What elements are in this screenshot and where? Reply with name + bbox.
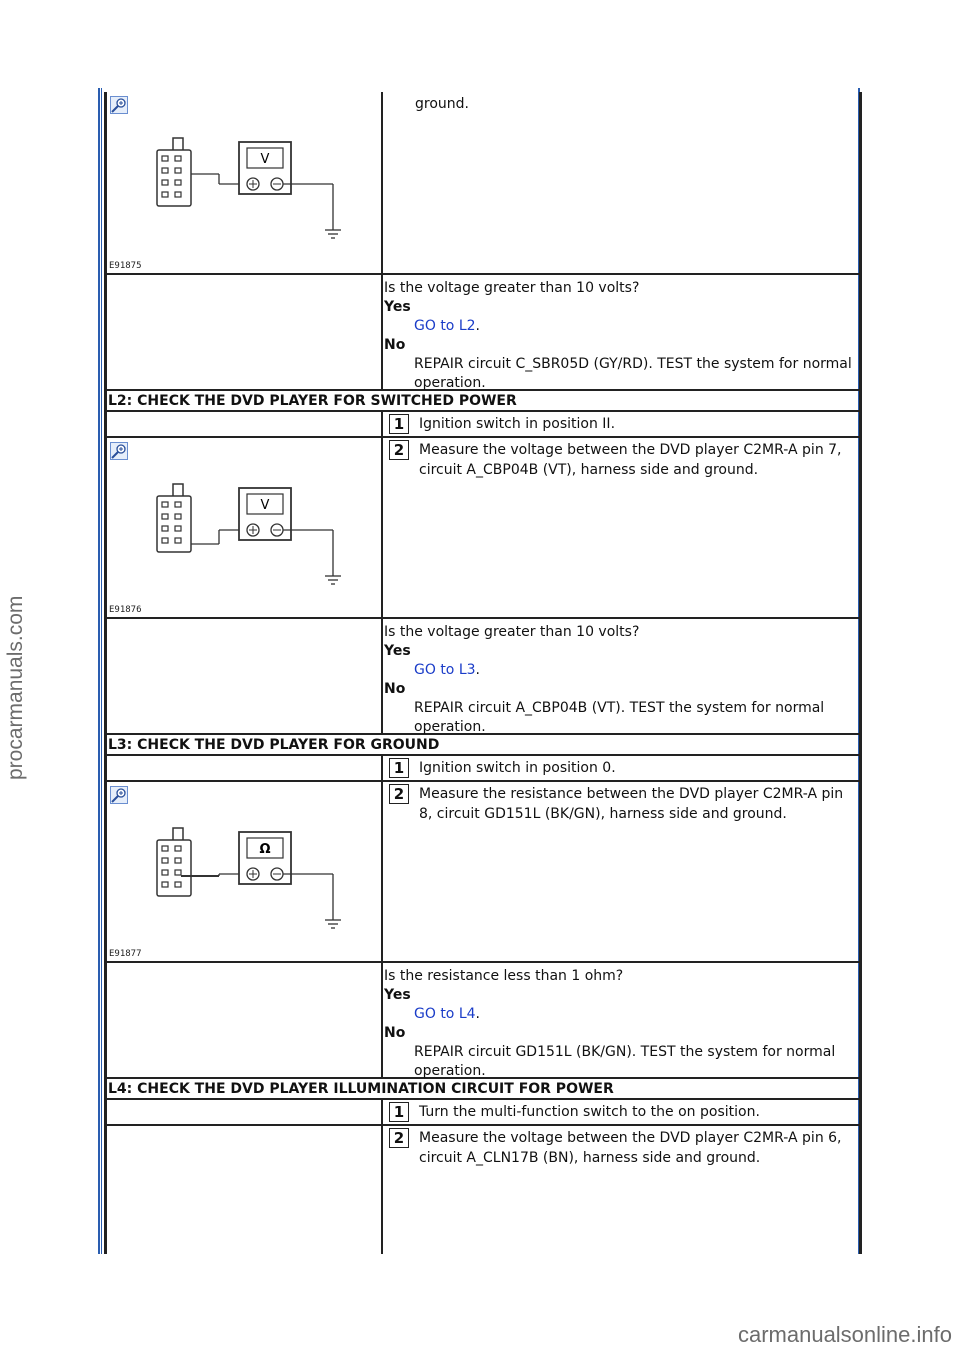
step-cell <box>383 92 859 273</box>
yes-label: Yes <box>384 987 411 1003</box>
step-number: 2 <box>389 440 409 460</box>
step2-cell-l4 <box>383 1126 859 1254</box>
figure-label: E91875 <box>109 261 142 271</box>
step-text: Measure the resistance between the DVD player C2MR-A pin 8, circuit GD151L (BK/GN), harness side and ground. <box>419 786 844 822</box>
empty-cell <box>107 412 383 436</box>
go-to-l2-link[interactable]: GO to L2 <box>414 318 476 334</box>
question-row-l2 <box>107 619 859 735</box>
empty-cell <box>107 619 383 733</box>
step1-row-l2 <box>107 412 859 438</box>
step-text: Ignition switch in position 0. <box>419 760 616 776</box>
step-number: 2 <box>389 784 409 804</box>
step2-cell-l2 <box>383 438 859 617</box>
no-action: REPAIR circuit A_CBP04B (VT). TEST the system for normal operation. <box>414 700 825 735</box>
watermark-bottom: carmanualsonline.info <box>737 1322 952 1347</box>
meter-symbol: V <box>260 152 270 167</box>
step-text: Measure the voltage between the DVD player C2MR-A pin 7, circuit A_CBP04B (VT), harness side and ground. <box>419 442 842 478</box>
figure-label: E91876 <box>109 605 142 615</box>
step1-row-l4 <box>107 1100 859 1126</box>
watermark-side: procarmanuals.com <box>4 595 27 780</box>
question-cell: Is the resistance less than 1 ohm? Yes GO to L4. No REPAIR circuit GD151L (BK/GN). TEST the system for normal operation. <box>383 963 859 1077</box>
diagnostic-table <box>104 92 862 1254</box>
zoom-icon[interactable] <box>110 442 128 460</box>
empty-cell <box>107 1100 383 1124</box>
step1-l4 <box>383 1100 859 1124</box>
question-text: Is the resistance less than 1 ohm? <box>384 968 624 984</box>
empty-cell <box>107 963 383 1077</box>
step2-row-l4 <box>107 1126 859 1254</box>
step-text: Ignition switch in position II. <box>419 416 616 432</box>
figure-row-l1 <box>107 92 859 275</box>
step1-row-l3 <box>107 756 859 782</box>
figure-label: E91877 <box>109 949 142 959</box>
empty-cell <box>107 756 383 780</box>
go-to-l4-link[interactable]: GO to L4 <box>414 1006 476 1022</box>
meter-symbol: V <box>260 498 270 513</box>
section-title-l2: L2: CHECK THE DVD PLAYER FOR SWITCHED POWER <box>107 391 859 412</box>
figure-cell <box>107 92 383 273</box>
question-cell: Is the voltage greater than 10 volts? Yes GO to L3. No REPAIR circuit A_CBP04B (VT). TEST the system for normal operation. <box>383 619 859 733</box>
question-cell: Is the voltage greater than 10 volts? Yes GO to L2. No REPAIR circuit C_SBR05D (GY/RD). TEST the system for normal operation. <box>383 275 859 389</box>
go-to-l3-link[interactable]: GO to L3 <box>414 662 476 678</box>
yes-label: Yes <box>384 299 411 315</box>
yes-label: Yes <box>384 643 411 659</box>
step1-l3 <box>383 756 859 780</box>
step-number: 1 <box>389 758 409 778</box>
figure-cell <box>107 782 383 961</box>
step-number: 1 <box>389 1102 409 1122</box>
zoom-icon[interactable] <box>110 786 128 804</box>
question-text: Is the voltage greater than 10 volts? <box>384 624 640 640</box>
no-label: No <box>384 1025 406 1041</box>
question-row-l3 <box>107 963 859 1079</box>
no-action: REPAIR circuit GD151L (BK/GN). TEST the system for normal operation. <box>414 1044 836 1079</box>
voltmeter-diagram <box>147 132 347 252</box>
ohmmeter-diagram <box>147 822 347 942</box>
step2-cell-l3 <box>383 782 859 961</box>
step1-l2 <box>383 412 859 436</box>
empty-cell <box>107 1126 383 1254</box>
figure-row-l3 <box>107 782 859 963</box>
no-label: No <box>384 337 406 353</box>
figure-row-l2 <box>107 438 859 619</box>
section-title-l4: L4: CHECK THE DVD PLAYER ILLUMINATION CIRCUIT FOR POWER <box>107 1079 859 1100</box>
step-text: Measure the voltage between the DVD player C2MR-A pin 6, circuit A_CLN17B (BN), harness side and ground. <box>419 1130 842 1166</box>
voltmeter-diagram <box>147 478 347 598</box>
step-number: 1 <box>389 414 409 434</box>
step-text: Turn the multi-function switch to the on position. <box>419 1104 760 1120</box>
no-action: REPAIR circuit C_SBR05D (GY/RD). TEST the system for normal operation. <box>414 356 852 391</box>
zoom-icon[interactable] <box>110 96 128 114</box>
no-label: No <box>384 681 406 697</box>
left-edge-line <box>98 88 100 1254</box>
left-edge-line-2 <box>101 88 102 1254</box>
step-number: 2 <box>389 1128 409 1148</box>
meter-symbol: Ω <box>259 842 271 857</box>
step-text: ground. <box>415 96 469 112</box>
figure-cell <box>107 438 383 617</box>
section-title-l3: L3: CHECK THE DVD PLAYER FOR GROUND <box>107 735 859 756</box>
empty-cell <box>107 275 383 389</box>
question-row-l1 <box>107 275 859 391</box>
question-text: Is the voltage greater than 10 volts? <box>384 280 640 296</box>
